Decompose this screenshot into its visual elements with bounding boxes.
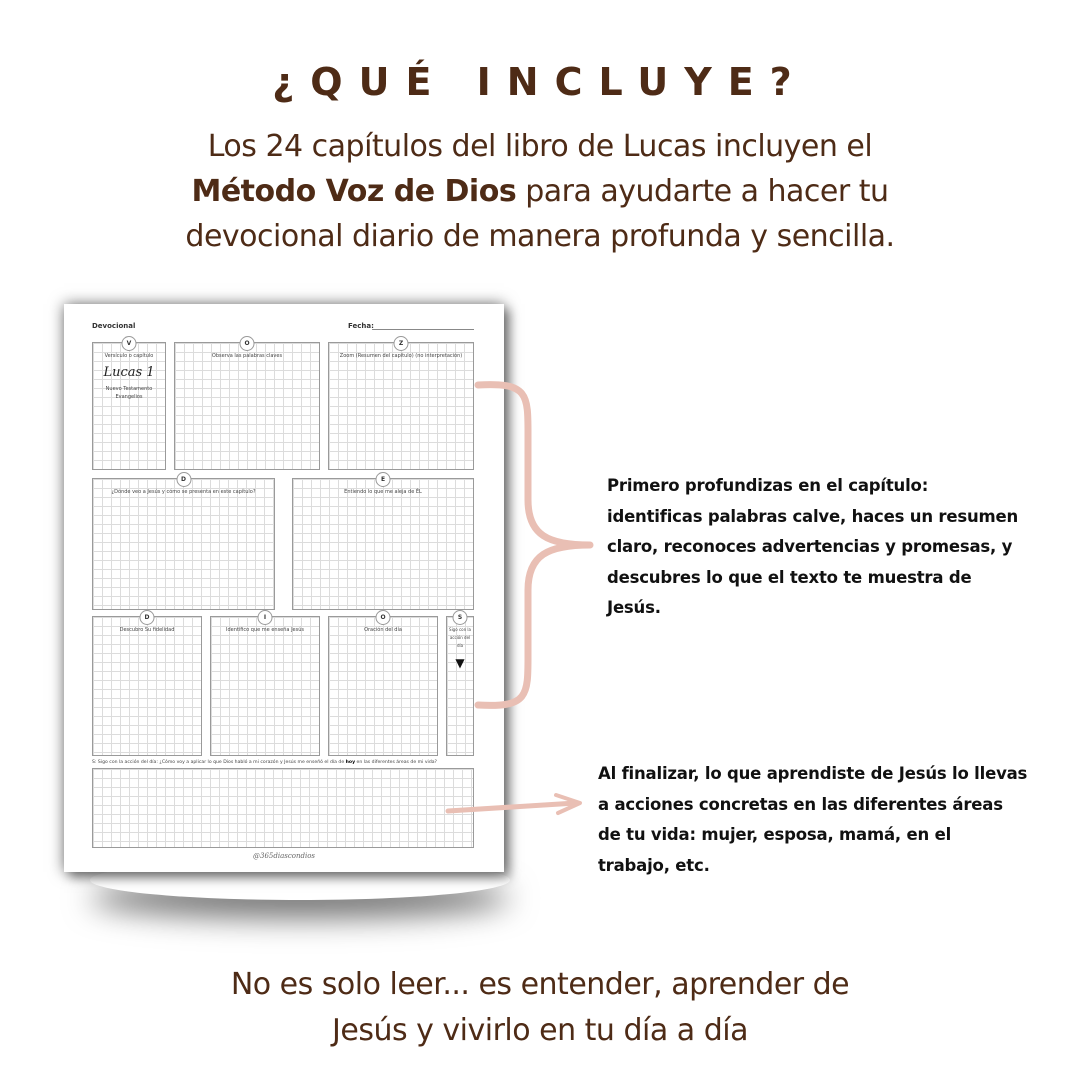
right-arrow-icon xyxy=(448,795,580,813)
box-d2: D Descubro Su fidelidad xyxy=(92,616,202,756)
annotation-apply-action: Al finalizar, lo que aprendiste de Jesús lo llevas a acciones concretas en las diferentes áreas de tu vida: mujer, esposa, mamá, en el trabajo, etc. xyxy=(598,764,1028,875)
page-title: ¿QUÉ INCLUYE? xyxy=(272,60,808,104)
box-i: I Identifico que me enseña Jesús xyxy=(210,616,320,756)
box-s: S Sigo con la acción del día ▼ xyxy=(446,616,474,756)
letter-badge: V xyxy=(122,336,137,351)
s-question: S: Sigo con la acción del día: ¿Cómo voy a aplicar lo que Dios habló a mi corazón y Jesús me enseñó el día de hoy en las diferentes áreas de mi vida? xyxy=(92,760,437,765)
intro-line-3: devocional diario de manera profunda y sencilla. xyxy=(185,219,895,254)
brand-handle: @365diascondios xyxy=(252,852,315,860)
annotation-deep-study: Primero profundizas en el capítulo: identificas palabras calve, haces un resumen claro, reconoces advertencias y promesas, y descubres lo que el texto te muestra de Jesús. xyxy=(607,476,1019,617)
box-e: E Entiendo lo que me aleja de ÉL xyxy=(292,478,474,610)
box-v: V Versículo o capítulo Lucas 1 Nuevo Testamento Evangelios xyxy=(92,342,166,470)
worksheet-title: Devocional xyxy=(92,322,136,330)
chapter-name: Lucas 1 xyxy=(103,365,155,380)
down-arrow-icon: ▼ xyxy=(455,656,465,670)
box-o2: O Oración del día xyxy=(328,616,438,756)
box-z: Z Zoom (Resumen del capítulo) (no interpretación) xyxy=(328,342,474,470)
method-name: Método Voz de Dios xyxy=(191,174,517,209)
box-o: O Observa las palabras claves xyxy=(174,342,320,470)
fecha-label: Fecha: xyxy=(348,322,374,330)
intro-line-1: Los 24 capítulos del libro de Lucas incluyen el xyxy=(207,129,873,164)
closing-text: No es solo leer... es entender, aprender de Jesús y vivirlo en tu día a día xyxy=(230,967,850,1048)
curly-brace-icon xyxy=(478,385,590,706)
intro-line-2: Método Voz de Dios para ayudarte a hacer tu xyxy=(191,174,889,209)
box-d1: D ¿Dónde veo a Jesús y cómo se presenta en este capítulo? xyxy=(92,478,275,610)
